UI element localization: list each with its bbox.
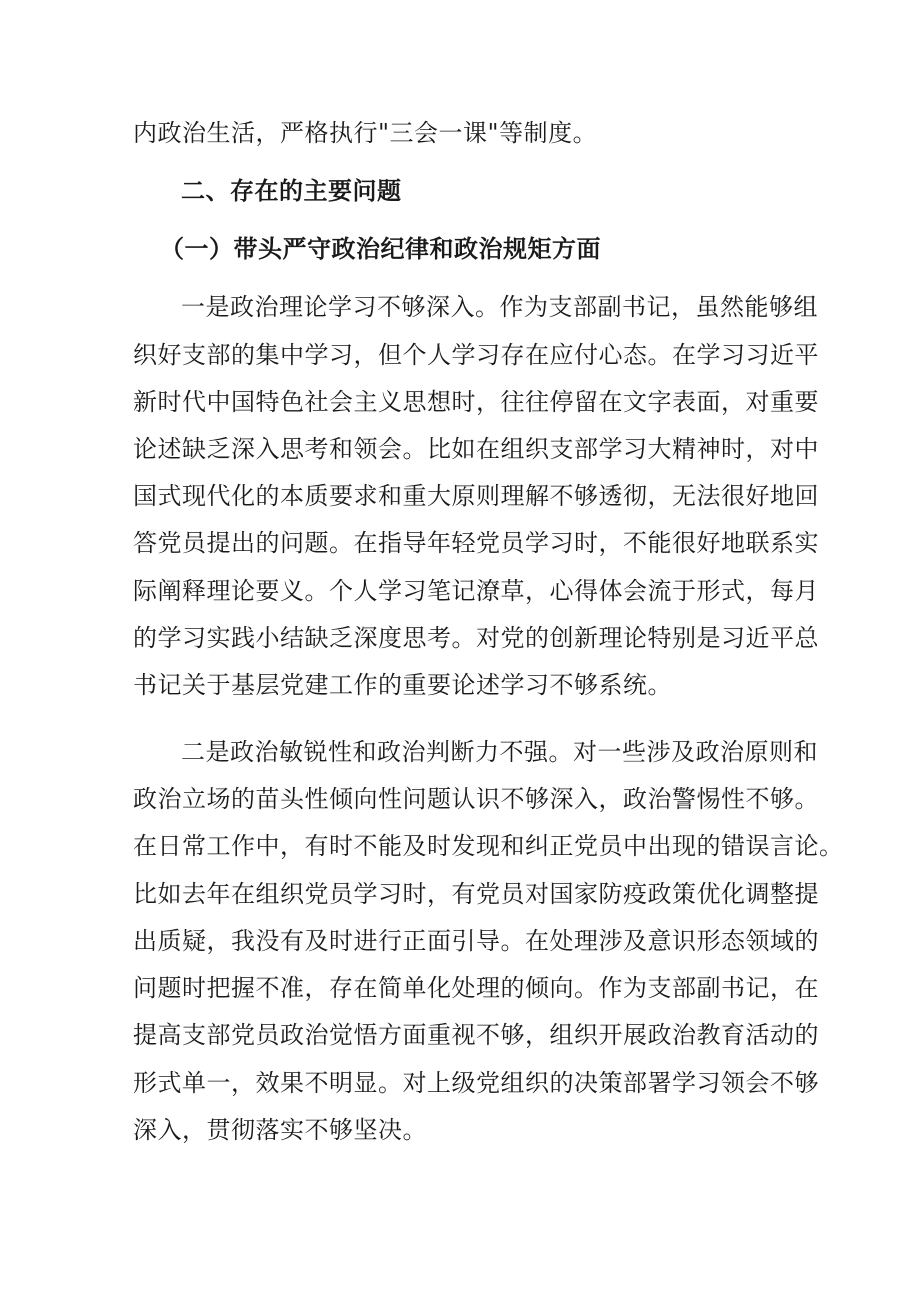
paragraph-line: 国式现代化的本质要求和重大原则理解不够透彻，无法很好地回	[133, 482, 819, 510]
paragraph-line: 一是政治理论学习不够深入。作为支部副书记，虽然能够组	[181, 293, 818, 321]
paragraph-line: 新时代中国特色社会主义思想时，往往停留在文字表面，对重要	[133, 388, 819, 416]
section-title: 二、存在的主要问题	[181, 177, 402, 205]
paragraph-line: 论述缺乏深入思考和领会。比如在组织支部学习大精神时，对中	[133, 435, 819, 463]
paragraph-line: 政治立场的苗头性倾向性问题认识不够深入，政治警惕性不够。	[133, 785, 819, 813]
paragraph-line: 答党员提出的问题。在指导年轻党员学习时，不能很好地联系实	[133, 529, 819, 557]
paragraph-line: 在日常工作中，有时不能及时发现和纠正党员中出现的错误言论。	[133, 832, 844, 860]
paragraph-line: 的学习实践小结缺乏深度思考。对党的创新理论特别是习近平总	[133, 624, 819, 652]
subsection-title: （一）带头严守政治纪律和政治规矩方面	[160, 235, 601, 263]
paragraph-line: 书记关于基层党建工作的重要论述学习不够系统。	[133, 671, 672, 699]
paragraph-line: 出质疑，我没有及时进行正面引导。在处理涉及意识形态领域的	[133, 927, 819, 955]
paragraph-line: 提高支部党员政治觉悟方面重视不够，组织开展政治教育活动的	[133, 1021, 819, 1049]
paragraph-line: 深入，贯彻落实不够坚决。	[133, 1116, 427, 1144]
intro-tail-line: 内政治生活，严格执行"三会一课"等制度。	[133, 119, 598, 147]
paragraph-line: 二是政治敏锐性和政治判断力不强。对一些涉及政治原则和	[181, 738, 818, 766]
paragraph-line: 问题时把握不准，存在简单化处理的倾向。作为支部副书记，在	[133, 974, 819, 1002]
paragraph-line: 形式单一，效果不明显。对上级党组织的决策部署学习领会不够	[133, 1069, 819, 1097]
paragraph-line: 比如去年在组织党员学习时，有党员对国家防疫政策优化调整提	[133, 880, 819, 908]
paragraph-line: 际阐释理论要义。个人学习笔记潦草，心得体会流于形式，每月	[133, 577, 819, 605]
paragraph-line: 织好支部的集中学习，但个人学习存在应付心态。在学习习近平	[133, 341, 819, 369]
